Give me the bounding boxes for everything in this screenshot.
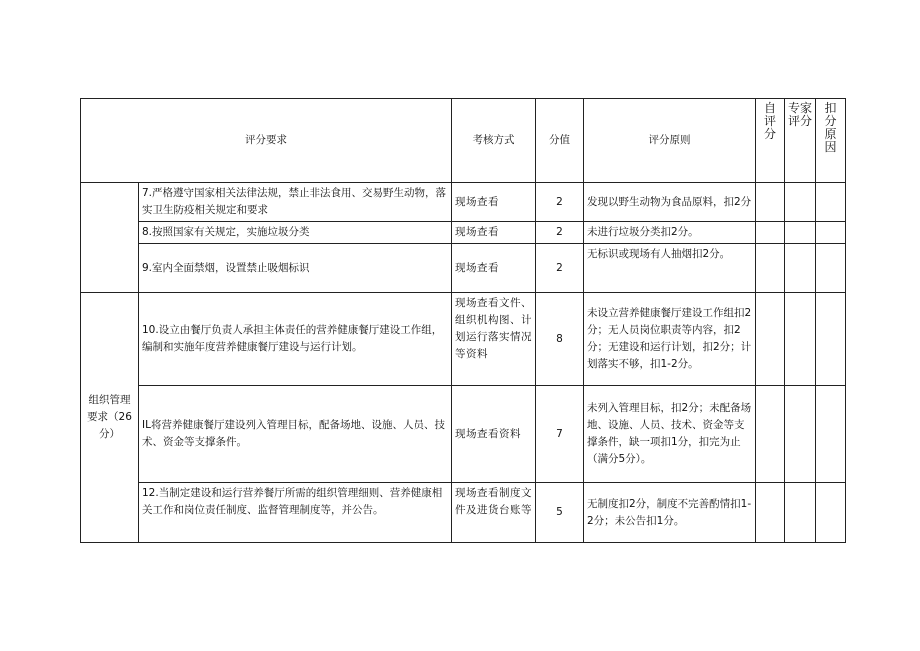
requirement-cell: IL将营养健康餐厅建设列入管理目标，配备场地、设施、人员、技术、资金等支撑条件。 bbox=[139, 386, 452, 483]
table-row bbox=[81, 183, 846, 222]
deduction-reason-cell[interactable] bbox=[816, 386, 846, 483]
self-score-cell[interactable] bbox=[756, 244, 785, 293]
principle-cell: 未设立营养健康餐厅建设工作组扣2分；无人员岗位职责等内容，扣2分；无建设和运行计划，扣2分；计划落实不够，扣1-2分。 bbox=[584, 293, 756, 386]
category-label: 组织管理要求（26分） bbox=[81, 293, 139, 543]
requirement-cell: 9.室内全面禁烟，设置禁止吸烟标识 bbox=[139, 244, 452, 293]
table-row bbox=[81, 483, 846, 543]
score-cell: 2 bbox=[536, 183, 584, 222]
header-score: 分值 bbox=[536, 99, 584, 183]
self-score-cell[interactable] bbox=[756, 293, 785, 386]
score-cell: 5 bbox=[536, 483, 584, 543]
header-principle: 评分原则 bbox=[584, 99, 756, 183]
method-cell: 现场查看 bbox=[452, 183, 536, 222]
self-score-cell[interactable] bbox=[756, 483, 785, 543]
score-cell: 7 bbox=[536, 386, 584, 483]
requirement-cell: 8.按照国家有关规定，实施垃圾分类 bbox=[139, 222, 452, 244]
header-row bbox=[81, 99, 846, 183]
method-cell: 现场查看文件、组织机构图、计划运行落实情况等资料 bbox=[452, 293, 536, 386]
deduction-reason-cell[interactable] bbox=[816, 483, 846, 543]
table-row bbox=[81, 386, 846, 483]
expert-score-cell[interactable] bbox=[785, 483, 816, 543]
score-cell: 8 bbox=[536, 293, 584, 386]
deduction-reason-cell[interactable] bbox=[816, 293, 846, 386]
table-row bbox=[81, 293, 846, 386]
expert-score-cell[interactable] bbox=[785, 183, 816, 222]
scoring-table bbox=[80, 98, 846, 543]
expert-score-cell[interactable] bbox=[785, 222, 816, 244]
table-row bbox=[81, 244, 846, 293]
method-cell: 现场查看 bbox=[452, 222, 536, 244]
requirement-cell: 7.严格遵守国家相关法律法规，禁止非法食用、交易野生动物，落实卫生防疫相关规定和要求 bbox=[139, 183, 452, 222]
principle-cell: 未进行垃圾分类扣2分。 bbox=[584, 222, 756, 244]
table-row bbox=[81, 222, 846, 244]
header-self-score: 自评分 bbox=[756, 99, 785, 183]
requirement-cell: 12.当制定建设和运行营养餐厅所需的组织管理细则、营养健康相关工作和岗位责任制度、监督管理制度等，并公告。 bbox=[139, 483, 452, 543]
deduction-reason-cell[interactable] bbox=[816, 244, 846, 293]
requirement-cell: 10.设立由餐厅负责人承担主体责任的营养健康餐厅建设工作组，编制和实施年度营养健康餐厅建设与运行计划。 bbox=[139, 293, 452, 386]
self-score-cell[interactable] bbox=[756, 386, 785, 483]
header-expert-score: 专家评分 bbox=[785, 99, 816, 183]
expert-score-cell[interactable] bbox=[785, 244, 816, 293]
expert-score-cell[interactable] bbox=[785, 293, 816, 386]
principle-cell: 无标识或现场有人抽烟扣2分。 bbox=[584, 244, 756, 293]
method-cell: 现场查看制度文件及进货台账等 bbox=[452, 483, 536, 543]
deduction-reason-cell[interactable] bbox=[816, 183, 846, 222]
principle-cell: 发现以野生动物为食品原料，扣2分 bbox=[584, 183, 756, 222]
self-score-cell[interactable] bbox=[756, 222, 785, 244]
header-method: 考核方式 bbox=[452, 99, 536, 183]
principle-cell: 无制度扣2分，制度不完善酌情扣1-2分；未公告扣1分。 bbox=[584, 483, 756, 543]
header-deduction-reason: 扣分原因 bbox=[816, 99, 846, 183]
category-cell-empty bbox=[81, 183, 139, 293]
self-score-cell[interactable] bbox=[756, 183, 785, 222]
expert-score-cell[interactable] bbox=[785, 386, 816, 483]
score-cell: 2 bbox=[536, 244, 584, 293]
deduction-reason-cell[interactable] bbox=[816, 222, 846, 244]
header-requirement: 评分要求 bbox=[81, 99, 452, 183]
method-cell: 现场查看 bbox=[452, 244, 536, 293]
method-cell: 现场查看资料 bbox=[452, 386, 536, 483]
principle-cell: 未列入管理目标，扣2分；未配备场地、设施、人员、技术、资金等支撑条件，缺一项扣1分，扣完为止（满分5分）。 bbox=[584, 386, 756, 483]
score-cell: 2 bbox=[536, 222, 584, 244]
